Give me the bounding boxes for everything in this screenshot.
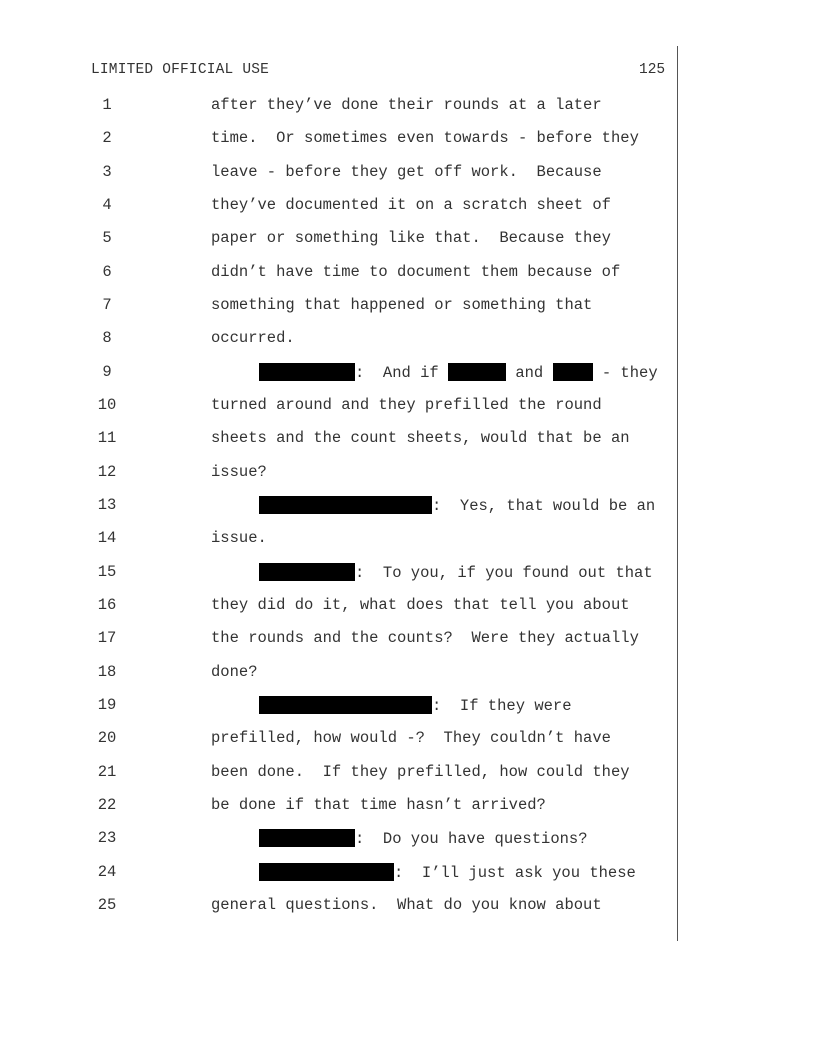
line-text: turned around and they prefilled the round xyxy=(211,396,602,414)
line-segment: : If they were xyxy=(432,697,572,715)
line-text: issue? xyxy=(211,463,267,481)
line-text: they’ve documented it on a scratch sheet of xyxy=(211,196,611,214)
line-number: 9 xyxy=(102,363,112,381)
line-number: 15 xyxy=(97,563,117,581)
line-number: 2 xyxy=(102,129,112,147)
line-text: they did do it, what does that tell you about xyxy=(211,596,630,614)
line-text: prefilled, how would -? They couldn’t have xyxy=(211,729,611,747)
line-number: 10 xyxy=(97,396,117,414)
line-text: time. Or sometimes even towards - before they xyxy=(211,129,639,147)
transcript-line xyxy=(0,796,700,818)
transcript-line xyxy=(0,263,700,285)
line-number: 11 xyxy=(97,429,117,447)
line-text xyxy=(259,696,572,715)
transcript-line xyxy=(0,163,700,185)
line-number: 20 xyxy=(97,729,117,747)
transcript-line xyxy=(0,329,700,351)
line-number: 8 xyxy=(102,329,112,347)
line-number: 19 xyxy=(97,696,117,714)
redaction-block xyxy=(259,863,394,881)
line-text xyxy=(259,863,636,882)
transcript-line xyxy=(0,229,700,251)
line-text: occurred. xyxy=(211,329,295,347)
transcript-line xyxy=(0,396,700,418)
line-text: didn’t have time to document them because of xyxy=(211,263,621,281)
redaction-block xyxy=(259,829,355,847)
transcript-line xyxy=(0,529,700,551)
line-text: done? xyxy=(211,663,258,681)
transcript-line xyxy=(0,596,700,618)
transcript-line xyxy=(0,496,700,518)
redaction-block xyxy=(259,696,432,714)
redaction-block xyxy=(259,563,355,581)
line-number: 18 xyxy=(97,663,117,681)
line-number: 12 xyxy=(97,463,117,481)
line-text: after they’ve done their rounds at a later xyxy=(211,96,602,114)
line-number: 21 xyxy=(97,763,117,781)
line-text xyxy=(259,363,658,382)
line-number: 23 xyxy=(97,829,117,847)
line-text: leave - before they get off work. Because xyxy=(211,163,602,181)
line-text: been done. If they prefilled, how could they xyxy=(211,763,630,781)
transcript-line xyxy=(0,129,700,151)
transcript-line xyxy=(0,429,700,451)
page-number: 125 xyxy=(639,62,666,78)
transcript-line xyxy=(0,696,700,718)
line-segment: and xyxy=(506,364,553,382)
line-number: 17 xyxy=(97,629,117,647)
line-text xyxy=(259,829,588,848)
line-text: something that happened or something that xyxy=(211,296,593,314)
line-segment: - they xyxy=(592,364,658,382)
line-text: be done if that time hasn’t arrived? xyxy=(211,796,546,814)
redaction-block xyxy=(448,363,506,381)
transcript-line xyxy=(0,863,700,885)
line-number: 7 xyxy=(102,296,112,314)
transcript-line xyxy=(0,663,700,685)
transcript-line xyxy=(0,96,700,118)
line-number: 24 xyxy=(97,863,117,881)
transcript-line xyxy=(0,463,700,485)
line-segment: : And if xyxy=(355,364,449,382)
line-number: 13 xyxy=(97,496,117,514)
line-number: 6 xyxy=(102,263,112,281)
transcript-line xyxy=(0,729,700,751)
line-text: issue. xyxy=(211,529,267,547)
transcript-line xyxy=(0,629,700,651)
redaction-block xyxy=(259,496,432,514)
line-segment: : I’ll just ask you these xyxy=(394,864,636,882)
line-number: 25 xyxy=(97,896,117,914)
line-segment: : Yes, that would be an xyxy=(432,497,656,515)
line-number: 22 xyxy=(97,796,117,814)
line-text: sheets and the count sheets, would that be an xyxy=(211,429,630,447)
classification-header: LIMITED OFFICIAL USE xyxy=(91,62,270,78)
line-number: 4 xyxy=(102,196,112,214)
line-number: 16 xyxy=(97,596,117,614)
line-number: 14 xyxy=(97,529,117,547)
redaction-block xyxy=(553,363,593,381)
transcript-line xyxy=(0,829,700,851)
line-segment: : Do you have questions? xyxy=(355,830,588,848)
transcript-line xyxy=(0,896,700,918)
transcript-line xyxy=(0,563,700,585)
transcript-line xyxy=(0,196,700,218)
transcript-line xyxy=(0,296,700,318)
redaction-block xyxy=(259,363,355,381)
line-text: paper or something like that. Because they xyxy=(211,229,611,247)
line-segment: : To you, if you found out that xyxy=(355,564,653,582)
line-text xyxy=(259,496,655,515)
line-text: the rounds and the counts? Were they actually xyxy=(211,629,639,647)
line-number: 1 xyxy=(102,96,112,114)
line-number: 3 xyxy=(102,163,112,181)
line-number: 5 xyxy=(102,229,112,247)
line-text: general questions. What do you know about xyxy=(211,896,602,914)
transcript-line xyxy=(0,363,700,385)
transcript-line xyxy=(0,763,700,785)
line-text xyxy=(259,563,653,582)
